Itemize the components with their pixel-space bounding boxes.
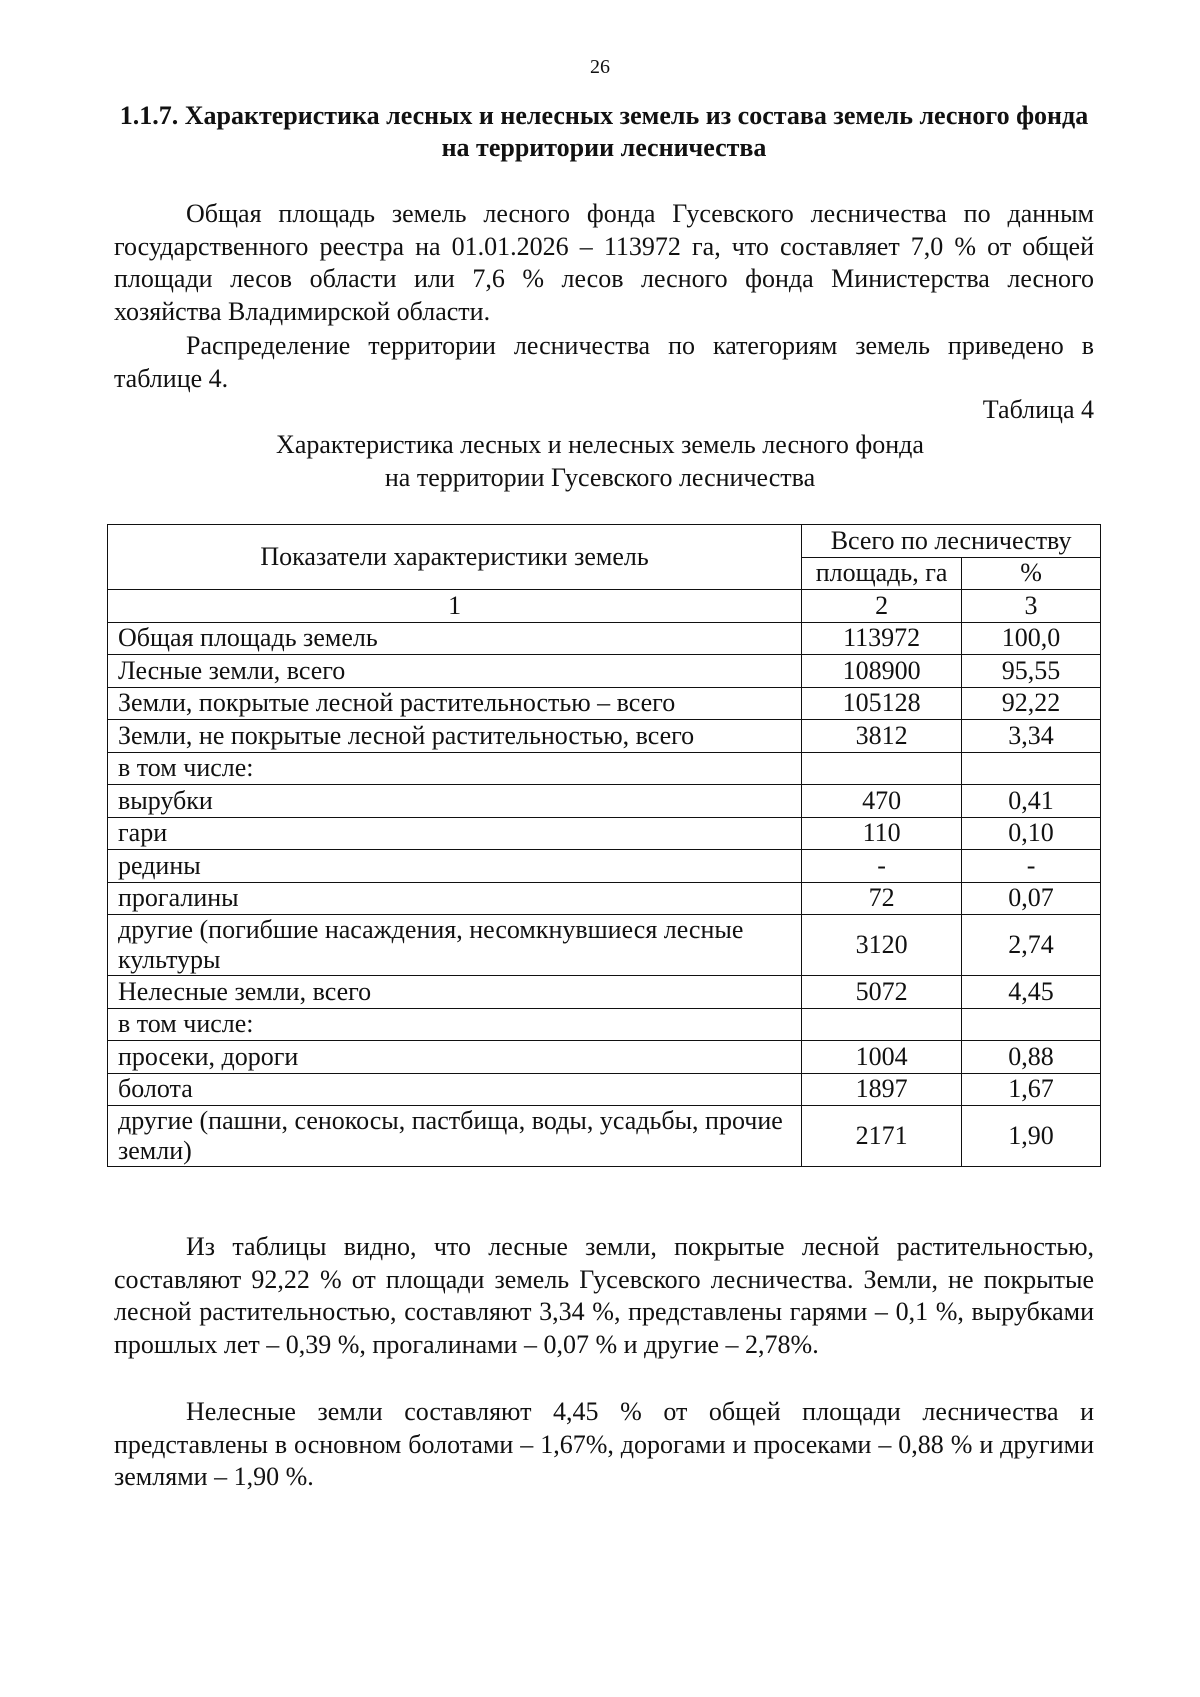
- nonforest-summary-paragraph: Нелесные земли составляют 4,45 % от общей площади лесничества и представлены в основном болотами – 1,67%, дорогами и просеками – 0,88 % и другими землями – 1,90 %.: [114, 1397, 1094, 1491]
- row-percent: 100,0: [962, 622, 1101, 655]
- row-label: редины: [108, 850, 802, 883]
- row-percent: 0,41: [962, 785, 1101, 818]
- row-label: Общая площадь земель: [108, 622, 802, 655]
- table-summary-paragraph: Из таблицы видно, что лесные земли, покрытые лесной растительностью, составляют 92,22 % от площади земель Гусевского лесничества. Земли, не покрытые лесной растительностью, составляют 3,34 %, представлены гарями – 0,1 %, вырубками прошлых лет – 0,39 %, прогалинами – 0,07 % и другие – 2,78%.: [114, 1232, 1094, 1359]
- row-label: Лесные земли, всего: [108, 655, 802, 688]
- table-row: [108, 622, 1101, 655]
- table-caption: [200, 428, 1000, 494]
- row-percent: 4,45: [962, 976, 1101, 1009]
- table-row: [108, 1008, 1101, 1041]
- row-percent: 95,55: [962, 655, 1101, 688]
- table-row: [108, 976, 1101, 1009]
- table-row: [108, 915, 1101, 976]
- row-label: другие (погибшие насаждения, несомкнувшиеся лесные культуры: [108, 915, 802, 976]
- row-label: в том числе:: [108, 752, 802, 785]
- row-label: другие (пашни, сенокосы, пастбища, воды, усадьбы, прочие земли): [108, 1106, 802, 1167]
- row-percent: 92,22: [962, 687, 1101, 720]
- distribution-paragraph: Распределение территории лесничества по категориям земель приведено в таблице 4.: [114, 331, 1094, 393]
- row-percent: 3,34: [962, 720, 1101, 753]
- row-area: 110: [802, 817, 962, 850]
- row-label: Земли, покрытые лесной растительностью – всего: [108, 687, 802, 720]
- row-percent: -: [962, 850, 1101, 883]
- row-area: 113972: [802, 622, 962, 655]
- row-area: [802, 1008, 962, 1041]
- row-area: 1897: [802, 1073, 962, 1106]
- row-label: болота: [108, 1073, 802, 1106]
- land-characteristics-table: [107, 524, 1101, 1167]
- row-percent: 0,07: [962, 882, 1101, 915]
- table-row: [108, 720, 1101, 753]
- row-area: -: [802, 850, 962, 883]
- row-area: 5072: [802, 976, 962, 1009]
- row-area: 3120: [802, 915, 962, 976]
- row-label: гари: [108, 817, 802, 850]
- row-area: 72: [802, 882, 962, 915]
- row-area: [802, 752, 962, 785]
- intro-paragraph: Общая площадь земель лесного фонда Гусевского лесничества по данным государственного реестра на 01.01.2026 – 113972 га, что составляет 7,0 % от общей площади лесов области или 7,6 % лесов лесного фонда Министерства лесного хозяйства Владимирской области.: [114, 199, 1094, 326]
- page-number: 26: [590, 56, 610, 78]
- column-number: 3: [962, 590, 1101, 623]
- row-label: Нелесные земли, всего: [108, 976, 802, 1009]
- row-percent: 1,67: [962, 1073, 1101, 1106]
- row-label: Земли, не покрытые лесной растительностью, всего: [108, 720, 802, 753]
- table-row: [108, 850, 1101, 883]
- header-percent: %: [962, 557, 1101, 590]
- column-number: 2: [802, 590, 962, 623]
- row-percent: 1,90: [962, 1106, 1101, 1167]
- row-area: 108900: [802, 655, 962, 688]
- row-area: 1004: [802, 1041, 962, 1074]
- table-row: [108, 687, 1101, 720]
- column-number: 1: [108, 590, 802, 623]
- header-indicator: Показатели характеристики земель: [108, 525, 802, 590]
- header-total: Всего по лесничеству: [802, 525, 1101, 558]
- table-header-row: [108, 525, 1101, 558]
- table-row: [108, 817, 1101, 850]
- header-area: площадь, га: [802, 557, 962, 590]
- row-percent: [962, 752, 1101, 785]
- row-area: 470: [802, 785, 962, 818]
- row-label: вырубки: [108, 785, 802, 818]
- table-caption-line-1: Характеристика лесных и нелесных земель лесного фонда: [276, 430, 924, 459]
- row-area: 2171: [802, 1106, 962, 1167]
- table-label: Таблица 4: [982, 395, 1094, 424]
- row-percent: 0,88: [962, 1041, 1101, 1074]
- row-percent: [962, 1008, 1101, 1041]
- table-row: [108, 655, 1101, 688]
- row-area: 3812: [802, 720, 962, 753]
- table-row: [108, 882, 1101, 915]
- table-row: [108, 785, 1101, 818]
- table-caption-line-2: на территории Гусевского лесничества: [384, 463, 816, 492]
- section-heading: 1.1.7. Характеристика лесных и нелесных земель из состава земель лесного фонда на территории лесничества: [119, 101, 1089, 162]
- table-row: [108, 1073, 1101, 1106]
- row-label: в том числе:: [108, 1008, 802, 1041]
- row-area: 105128: [802, 687, 962, 720]
- column-number-row: [108, 590, 1101, 623]
- row-label: просеки, дороги: [108, 1041, 802, 1074]
- row-percent: 0,10: [962, 817, 1101, 850]
- table-row: [108, 752, 1101, 785]
- row-label: прогалины: [108, 882, 802, 915]
- row-percent: 2,74: [962, 915, 1101, 976]
- table-row: [108, 1106, 1101, 1167]
- table-row: [108, 1041, 1101, 1074]
